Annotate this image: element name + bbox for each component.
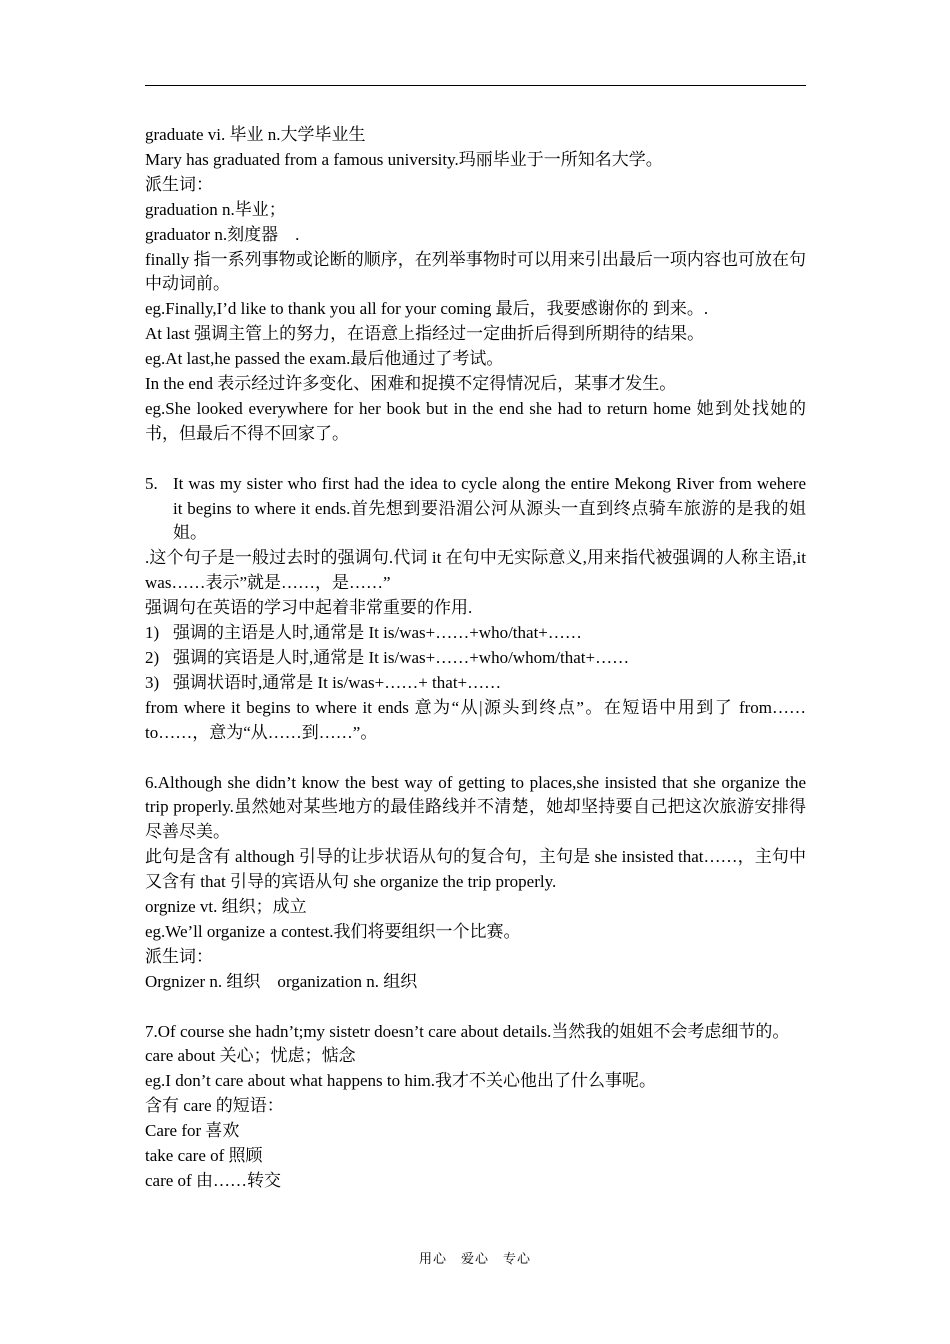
text-line: take care of 照顾 [145, 1146, 263, 1166]
text-line: eg.Finally,I’d like to thank you all for your coming 最后，我要感谢你的 到来。. [145, 299, 709, 319]
item-number: 5. [145, 473, 158, 493]
text-line: graduator n.刻度器 . [145, 224, 300, 244]
text-line: Care for 喜欢 [145, 1121, 240, 1141]
text-paragraph: .这个句子是一般过去时的强调句.代词 it 在句中无实际意义,用来指代被强调的人称主语,it was……表示”就是……，是……” [145, 548, 806, 593]
text-line: graduation n.毕业； [145, 199, 286, 219]
text-line: orgnize vt. 组织；成立 [145, 897, 307, 917]
text-paragraph: eg.She looked everywhere for her book but in the end she had to return home 她到处找她的书，但最后不得不回家了。 [145, 398, 806, 443]
list-item-3 [145, 671, 806, 696]
item-text: It was my sister who first had the idea to cycle along the entire Mekong River from wehere it begins to where it ends.首先想到要沿湄公河从源头一直到终点骑车旅游的是我的姐姐。 [173, 473, 806, 543]
text-line: In the end 表示经过许多变化、困难和捉摸不定得情况后，某事才发生。 [145, 374, 677, 394]
item-text: 强调的宾语是人时,通常是 It is/was+……+who/whom/that+…… [173, 648, 630, 668]
text-line: care of 由……转交 [145, 1171, 281, 1191]
text-line: 强调句在英语的学习中起着非常重要的作用. [145, 598, 473, 618]
text-paragraph: 6.Although she didn’t know the best way of getting to places,she insisted that she organize the trip properly.虽然她对某些地方的最佳路线并不清楚，她却坚持要自己把这次旅游安排得尽善尽美。 [145, 772, 806, 842]
text-line: eg.At last,he passed the exam.最后他通过了考试。 [145, 349, 504, 369]
numbered-item-5 [145, 472, 806, 547]
text-line: eg.I don’t care about what happens to him.我才不关心他出了什么事呢。 [145, 1071, 657, 1091]
text-line: 含有 care 的短语： [145, 1096, 284, 1116]
text-line: Orgnizer n. 组织 organization n. 组织 [145, 971, 418, 991]
paragraph-gap [145, 746, 806, 771]
text-paragraph: 7.Of course she hadn’t;my sistetr doesn’t care about details.当然我的姐姐不会考虑细节的。 [145, 1021, 790, 1041]
text-paragraph: 此句是含有 although 引导的让步状语从句的复合句，主句是 she insisted that……，主句中又含有 that 引导的宾语从句 she organize the trip properly. [145, 847, 806, 892]
text-line: eg.We’ll organize a contest.我们将要组织一个比赛。 [145, 921, 521, 941]
text-line: graduate vi. 毕业 n.大学毕业生 [145, 125, 366, 144]
text-line: Mary has graduated from a famous university.玛丽毕业于一所知名大学。 [145, 149, 663, 169]
paragraph-gap [145, 447, 806, 472]
text-line: At last 强调主管上的努力，在语意上指经过一定曲折后得到所期待的结果。 [145, 324, 705, 344]
text-line: 派生词： [145, 946, 213, 966]
paragraph-gap [145, 995, 806, 1020]
text-line: 派生词： [145, 174, 213, 194]
document-body [145, 123, 806, 1194]
item-number: 3) [145, 672, 160, 692]
list-item-2 [145, 646, 806, 671]
text-paragraph: from where it begins to where it ends 意为“从|源头到终点”。在短语中用到了 from……to……，意为“从……到……”。 [145, 697, 806, 742]
text-line: care about 关心；忧虑；惦念 [145, 1046, 356, 1066]
list-item-1 [145, 621, 806, 646]
header-rule [145, 85, 806, 86]
text-paragraph: finally 指一系列事物或论断的顺序，在列举事物时可以用来引出最后一项内容也可放在句中动词前。 [145, 249, 806, 294]
item-text: 强调状语时,通常是 It is/was+……+ that+…… [173, 672, 502, 692]
item-number: 2) [145, 648, 160, 668]
item-number: 1) [145, 623, 160, 643]
item-text: 强调的主语是人时,通常是 It is/was+……+who/that+…… [173, 623, 582, 643]
page-footer: 用心 爱心 专心 [418, 1252, 531, 1267]
